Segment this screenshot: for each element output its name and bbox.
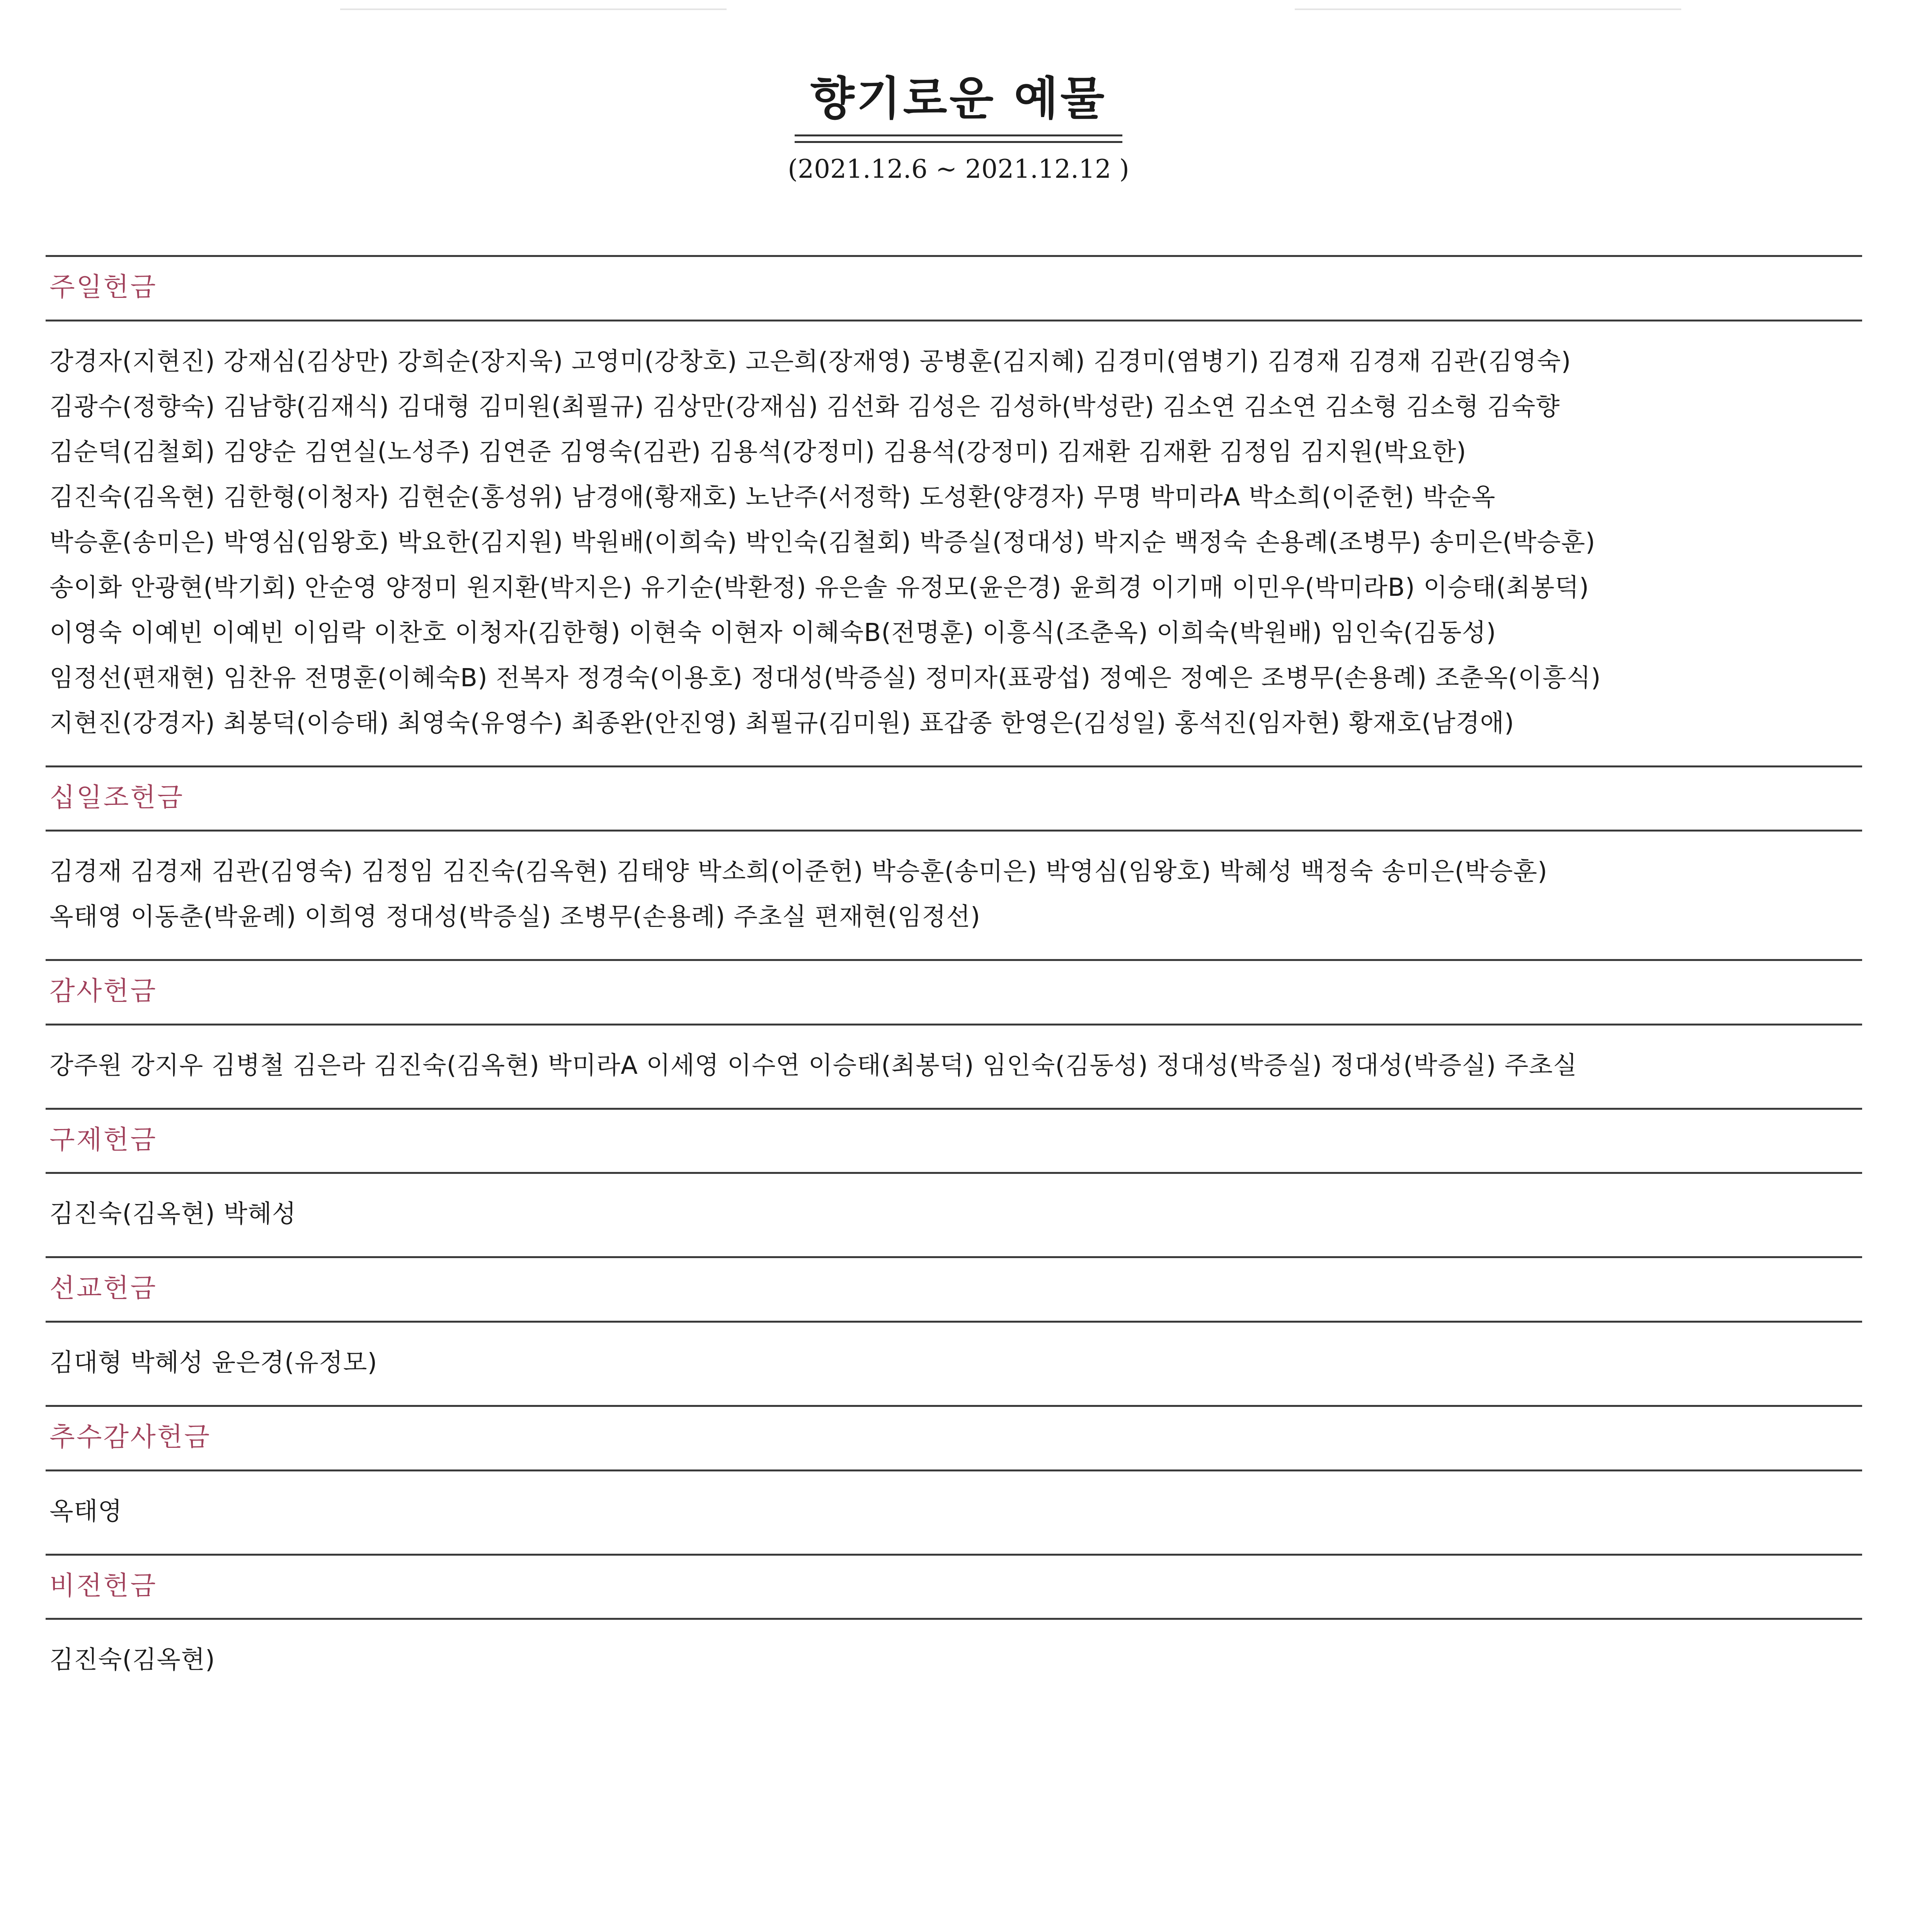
section-heading: 구제헌금 bbox=[46, 1108, 1862, 1174]
names-line: 옥태영 이동춘(박윤례) 이희영 정대성(박증실) 조병무(손용례) 주초실 편재현(임정선) bbox=[49, 903, 981, 932]
section-heading: 감사헌금 bbox=[46, 959, 1862, 1026]
names-line: 임정선(편재현) 임찬유 전명훈(이혜숙B) 전복자 정경숙(이용호) 정대성(박증실) 정미자(표광섭) 정예은 정예은 조병무(손용례) 조춘옥(이흥식) bbox=[49, 663, 1601, 692]
section-names bbox=[46, 832, 1862, 959]
section-sunday-offering bbox=[46, 255, 1862, 765]
section-heading: 추수감사헌금 bbox=[46, 1405, 1862, 1471]
section-names bbox=[46, 1471, 1862, 1554]
names-line: 김진숙(김옥현) bbox=[49, 1646, 215, 1675]
offering-sections bbox=[46, 255, 1862, 1702]
section-heading: 선교헌금 bbox=[46, 1256, 1862, 1323]
section-heading: 주일헌금 bbox=[46, 255, 1862, 321]
names-line: 김대형 박혜성 윤은경(유정모) bbox=[49, 1348, 378, 1377]
section-tithe-offering bbox=[46, 765, 1862, 959]
section-heading: 비전헌금 bbox=[46, 1554, 1862, 1620]
names-line: 강경자(지현진) 강재심(김상만) 강희순(장지욱) 고영미(강창호) 고은희(장재영) 공병훈(김지혜) 김경미(염병기) 김경재 김경재 김관(김영숙) bbox=[49, 347, 1571, 376]
section-thanksgiving-offering bbox=[46, 959, 1862, 1108]
names-line: 옥태영 bbox=[49, 1497, 123, 1526]
document-period: (2021.12.6 ~ 2021.12.12 ) bbox=[788, 154, 1129, 184]
section-names bbox=[46, 1174, 1862, 1256]
title-block bbox=[0, 62, 1917, 184]
section-names bbox=[46, 1620, 1862, 1702]
names-line: 강주원 강지우 김병철 김은라 김진숙(김옥현) 박미라A 이세영 이수연 이승태(최봉덕) 임인숙(김동성) 정대성(박증실) 정대성(박증실) 주초실 bbox=[49, 1051, 1578, 1080]
section-relief-offering bbox=[46, 1108, 1862, 1257]
section-names bbox=[46, 321, 1862, 765]
names-line: 김진숙(김옥현) 박혜성 bbox=[49, 1200, 296, 1229]
section-mission-offering bbox=[46, 1256, 1862, 1405]
names-line: 송이화 안광현(박기회) 안순영 양정미 원지환(박지은) 유기순(박환정) 유은솔 유정모(윤은경) 윤희경 이기매 이민우(박미라B) 이승태(최봉덕) bbox=[49, 573, 1589, 602]
names-line: 김순덕(김철회) 김양순 김연실(노성주) 김연준 김영숙(김관) 김용석(강정미) 김용석(강정미) 김재환 김재환 김정임 김지원(박요한) bbox=[49, 437, 1467, 466]
names-line: 지현진(강경자) 최봉덕(이승태) 최영숙(유영수) 최종완(안진영) 최필규(김미원) 표갑종 한영은(김성일) 홍석진(임자현) 황재호(남경애) bbox=[49, 709, 1515, 738]
names-line: 김광수(정향숙) 김남향(김재식) 김대형 김미원(최필규) 김상만(강재심) 김선화 김성은 김성하(박성란) 김소연 김소연 김소형 김소형 김숙향 bbox=[49, 392, 1560, 421]
section-names bbox=[46, 1026, 1862, 1108]
names-line: 김경재 김경재 김관(김영숙) 김정임 김진숙(김옥현) 김태양 박소희(이준헌) 박승훈(송미은) 박영심(임왕호) 박혜성 백정숙 송미은(박승훈) bbox=[49, 857, 1548, 886]
section-vision-offering bbox=[46, 1554, 1862, 1702]
scan-edge-right bbox=[1295, 9, 1681, 10]
section-harvest-thanksgiving-offering bbox=[46, 1405, 1862, 1554]
names-line: 박승훈(송미은) 박영심(임왕호) 박요한(김지원) 박원배(이희숙) 박인숙(김철회) 박증실(정대성) 박지순 백정숙 손용례(조병무) 송미은(박승훈) bbox=[49, 528, 1596, 557]
names-line: 이영숙 이예빈 이예빈 이임락 이찬호 이청자(김한형) 이현숙 이현자 이혜숙B(전명훈) 이흥식(조춘옥) 이희숙(박원배) 임인숙(김동성) bbox=[49, 618, 1496, 647]
document-title: 향기로운 예물 bbox=[795, 62, 1122, 136]
section-names bbox=[46, 1323, 1862, 1405]
section-heading: 십일조헌금 bbox=[46, 765, 1862, 832]
scan-edge-left bbox=[340, 9, 727, 10]
names-line: 김진숙(김옥현) 김한형(이청자) 김현순(홍성위) 남경애(황재호) 노난주(서정학) 도성환(양경자) 무명 박미라A 박소희(이준헌) 박순옥 bbox=[49, 483, 1496, 512]
